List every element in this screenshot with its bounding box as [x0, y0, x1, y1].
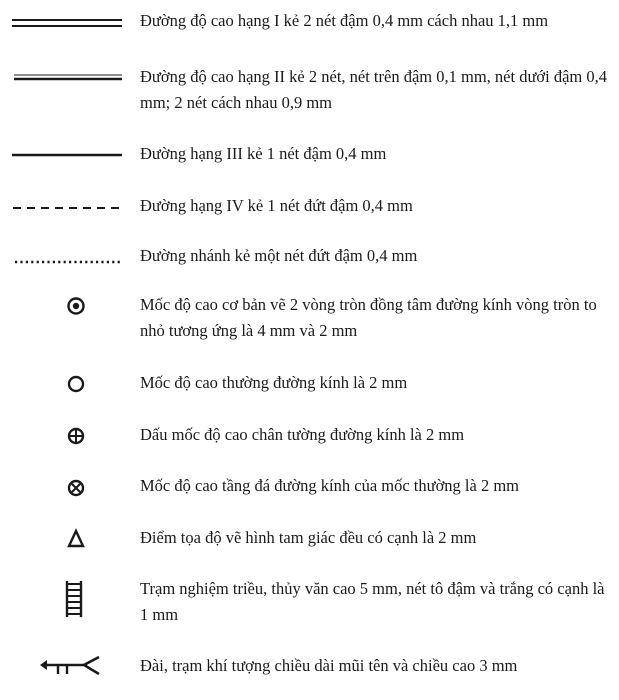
solid-line-icon — [0, 141, 130, 171]
legend-text-level-2: Đường độ cao hạng II kẻ 2 nét, nét trên đậm 0,1 mm, nét dưới đậm 0,4 mm; 2 nét cách nhau 0,9 mm — [140, 67, 607, 112]
legend-text-level-4: Đường hạng IV kẻ 1 nét đứt đậm 0,4 mm — [140, 196, 413, 215]
dashed-line-icon — [0, 193, 130, 223]
dotted-line-icon — [0, 243, 130, 273]
circle-x-icon — [0, 473, 130, 503]
legend-text-rock-benchmark: Mốc độ cao tầng đá đường kính của mốc thường là 2 mm — [140, 476, 520, 495]
legend-text-basic-benchmark: Mốc độ cao cơ bản vẽ 2 vòng tròn đồng tâm đường kính vòng tròn to nhỏ tương ứng là 4 mm và 2 mm — [140, 295, 597, 340]
legend-text-coordinate-point: Điểm tọa độ vẽ hình tam giác đều có cạnh là 2 mm — [140, 528, 477, 547]
weather-station-icon — [0, 653, 130, 683]
circle-icon — [0, 370, 130, 400]
legend-text-branch: Đường nhánh kẻ một nét đứt đậm 0,4 mm — [140, 246, 418, 265]
legend-text-normal-benchmark: Mốc độ cao thường đường kính là 2 mm — [140, 373, 408, 392]
double-line-thick-icon — [0, 8, 130, 38]
legend-text-tide-station: Trạm nghiệm triều, thủy văn cao 5 mm, nét tô đậm và trắng có cạnh là 1 mm — [140, 579, 605, 624]
ladder-icon — [0, 576, 130, 626]
double-line-thin-thick-icon — [0, 64, 130, 94]
triangle-icon — [0, 525, 130, 555]
concentric-circles-icon — [0, 292, 130, 322]
circle-plus-icon — [0, 422, 130, 452]
legend-text-weather-station: Đài, trạm khí tượng chiều dài mũi tên và chiều cao 3 mm — [140, 656, 518, 675]
legend-text-wall-benchmark: Dấu mốc độ cao chân tường đường kính là 2 mm — [140, 425, 465, 444]
legend-text-level-1: Đường độ cao hạng I kẻ 2 nét đậm 0,4 mm cách nhau 1,1 mm — [140, 11, 549, 30]
legend-text-level-3: Đường hạng III kẻ 1 nét đậm 0,4 mm — [140, 144, 387, 163]
